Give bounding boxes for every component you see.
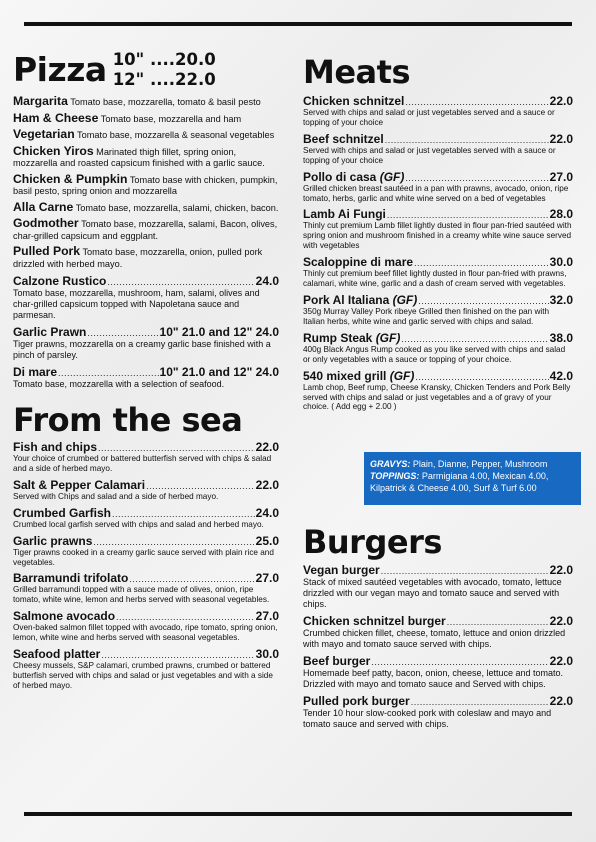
left-column — [13, 50, 279, 695]
pizza-item: Pulled Pork Tomato base, mozzarella, onion, pulled pork drizzled with herbed mayo. — [13, 244, 263, 269]
pizza-item: Chicken Yiros Marinated thigh fillet, spring onion, mozzarella and roasted capsicum finished with a garlic sauce. — [13, 143, 265, 168]
gravys-line: GRAVYS: Plain, Dianne, Pepper, Mushroom — [370, 459, 548, 469]
burgers-title: Burgers — [303, 523, 442, 561]
burger-item: Chicken schnitzel burger ..... 22.0 Crumbed chicken fillet, cheese, tomato, lettuce and onion drizzled with mayo and tomato sauce served with chips. — [303, 614, 573, 650]
bottom-rule — [24, 812, 572, 816]
meat-item: Pork Al Italiana (GF) ..... 32.0 350g Murray Valley Pork ribeye Grilled then finished on the pan with Italian herbs, white wine and garlic served with chips and salad. — [303, 293, 573, 327]
meats-title: Meats — [303, 53, 410, 91]
pizza-item: Ham & Cheese Tomato base, mozzarella and ham — [13, 110, 242, 125]
burgers-section — [303, 522, 573, 734]
size-10: 10" ....20.0 — [112, 50, 216, 69]
extras-box — [364, 452, 581, 505]
sea-title: From the sea — [13, 401, 243, 439]
meat-item: 540 mixed grill (GF) ..... 42.0 Lamb chop, Beef rump, Cheese Kransky, Chicken Tenders and Pork Belly served with chips and salad or just vegetables and a of gravy of your choice. ( Add egg + 2.00 ) — [303, 369, 573, 413]
pizza-priced-item: Di mare ..... 10" 21.0 and 12" 24.0 Tomato base, mozzarella with a selection of seafood. — [13, 365, 279, 390]
burger-item: Vegan burger ..... 22.0 Stack of mixed sautéed vegetables with avocado, tomato, lettuce drizzled with our vegan mayo and tomato sauce and served with chips. — [303, 563, 573, 610]
pizza-item: Godmother Tomato base, mozzarella, salami, Bacon, olives, char-grilled capsicum and eggplant. — [13, 216, 278, 241]
pizza-sizes — [113, 50, 216, 90]
burger-item: Beef burger ..... 22.0 Homemade beef patty, bacon, onion, cheese, lettuce and tomato. Drizzled with mayo and tomato sauce and Served with chips. — [303, 654, 573, 690]
meat-item: Rump Steak (GF) ..... 38.0 400g Black Angus Rump cooked as you like served with chips and salad or only vegetables with a sauce or topping of your choice. — [303, 331, 573, 365]
pizza-item: Margarita Tomato base, mozzarella, tomato & basil pesto — [13, 94, 261, 108]
pizza-item: Chicken & Pumpkin Tomato base with chicken, pumpkin, basil pesto, spring onion and mozzarella — [13, 171, 278, 196]
meat-item: Chicken schnitzel ..... 22.0 Served with chips and salad or just vegetables served and a sauce or topping of your choice — [303, 94, 573, 128]
pizza-priced-item: Garlic Prawn ..... 10" 21.0 and 12" 24.0 Tiger prawns, mozzarella on a creamy garlic base finished with a pinch of parsley. — [13, 325, 279, 361]
pizza-priced-item: Calzone Rustico ..... 24.0 Tomato base, mozzarella, mushroom, ham, salami, olives and char-grilled capsicum topped with Napoletana sauce and parmesan. — [13, 274, 279, 321]
sea-item: Crumbed Garfish ..... 24.0 Crumbed local garfish served with chips and salad and herbed mayo. — [13, 506, 279, 530]
sea-item: Seafood platter ..... 30.0 Cheesy mussels, S&P calamari, crumbed prawns, crumbed or battered butterfish served with chips and salad or just vegetables and with a side of herbed mayo. — [13, 647, 279, 691]
pizza-title: Pizza — [13, 50, 107, 89]
size-12: 12" ....22.0 — [112, 70, 216, 89]
pizza-header — [13, 50, 279, 94]
sea-item: Salmone avocado ..... 27.0 Oven-baked salmon fillet topped with avocado, ripe tomato, spring onion, lemon, white wine and herbs served with seasonal vegetables. — [13, 609, 279, 643]
meat-item: Pollo di casa (GF) ..... 27.0 Grilled chicken breast sautéed in a pan with prawns, avocado, onion, ripe tomato, herbs, garlic and white wine served on a bed of vegetables — [303, 170, 573, 204]
sea-item: Barramundi trifolato ..... 27.0 Grilled barramundi topped with a sauce made of olives, onion, ripe tomato, white wine, lemon and herbs served with seasonal vegetables. — [13, 571, 279, 605]
sea-item: Garlic prawns ..... 25.0 Tiger prawns cooked in a creamy garlic sauce served with plain rice and vegetables. — [13, 534, 279, 568]
sea-item: Salt & Pepper Calamari ..... 22.0 Served with Chips and salad and a side of herbed mayo. — [13, 478, 279, 502]
pizza-item: Alla Carne Tomato base, mozzarella, salami, chicken, bacon. — [13, 199, 279, 214]
pizza-item: Vegetarian Tomato base, mozzarella & seasonal vegetables — [13, 127, 275, 141]
meat-item: Lamb Ai Fungi ..... 28.0 Thinly cut premium Lamb fillet lightly dusted in flour pan-fried sautéed with spring onion and mushroom finished in a creamy white wine sauce served with vegetables — [303, 207, 573, 251]
top-rule — [24, 22, 572, 26]
meat-item: Beef schnitzel ..... 22.0 Served with chips and salad or just vegetables served with a sauce or topping of your choice — [303, 132, 573, 166]
burger-item: Pulled pork burger ..... 22.0 Tender 10 hour slow-cooked pork with coleslaw and mayo and tomato sauce and served with chips. — [303, 694, 573, 730]
meat-item: Scaloppine di mare ..... 30.0 Thinly cut premium beef fillet lightly dusted in flour pan-fried with prawns, calamari, white wine, garlic and a dash of cream served with vegetables. — [303, 255, 573, 289]
sea-item: Fish and chips ..... 22.0 Your choice of crumbed or battered butterfish served with chips & salad and a side of herbed mayo. — [13, 440, 279, 474]
toppings-line: TOPPINGS: Parmigiana 4.00, Mexican 4.00, Kilpatrick & Cheese 4.00, Surf & Turf 6.00 — [370, 471, 549, 493]
